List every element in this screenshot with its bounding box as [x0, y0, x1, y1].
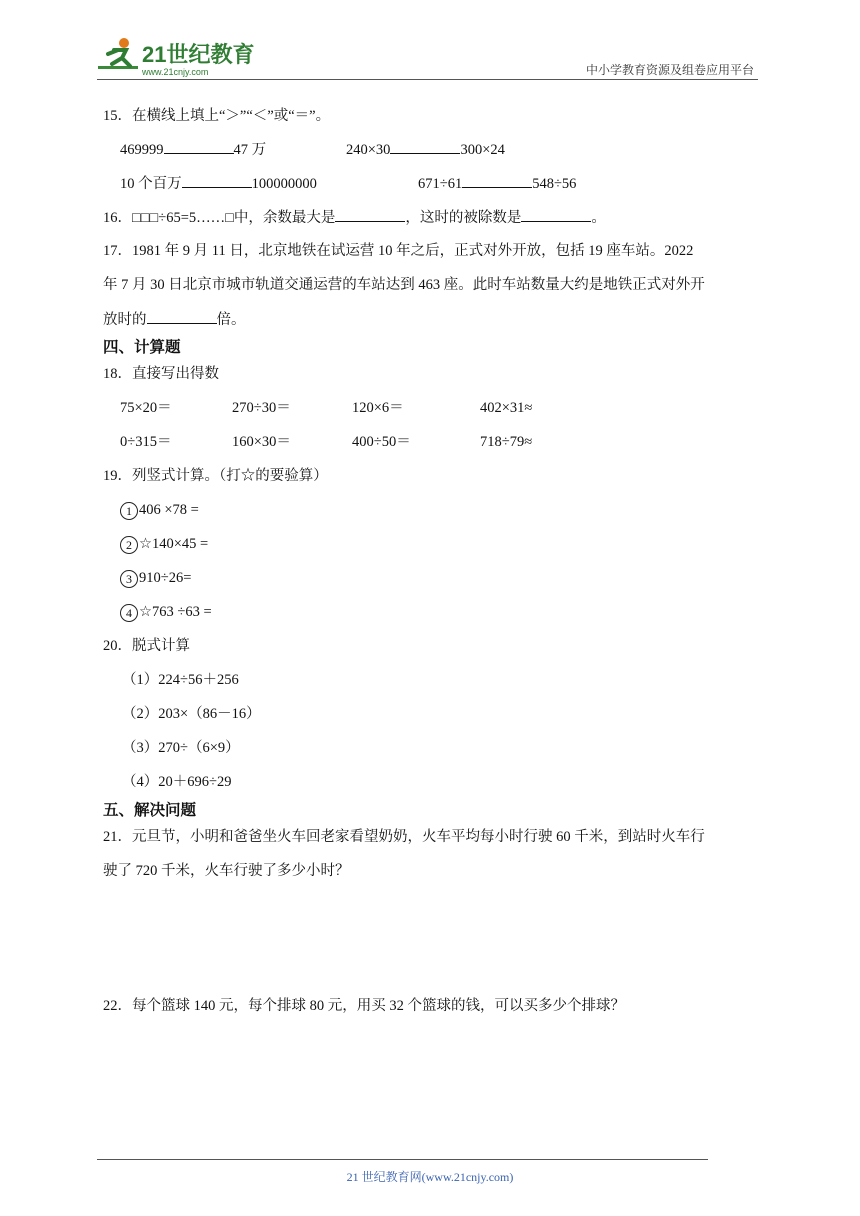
q15-c-right: 100000000 [251, 176, 317, 192]
answer-blank[interactable] [164, 139, 234, 154]
q19-expr: ☆140×45 = [139, 536, 209, 552]
runner-logo-icon [94, 36, 262, 78]
q15-a-left: 469999 [120, 142, 164, 158]
q18-r2c1: 0÷315＝ [120, 434, 172, 450]
q15-item-a [120, 139, 266, 160]
q15-a-right: 47 万 [233, 142, 267, 158]
footer-text: 21 世纪教育网(www.21cnjy.com) [346, 1170, 514, 1184]
q17-line1: 17．1981 年 9 月 11 日，北京地铁在试运营 10 年之后，正式对外开放，包括 19 座车站。2022 [103, 243, 694, 259]
q19-item [120, 534, 208, 554]
q21-line1: 21．元旦节，小明和爸爸坐火车回老家看望奶奶，火车平均每小时行驶 60 千米，到站时火车行 [103, 829, 705, 845]
circled-number: 4 [120, 604, 138, 622]
answer-blank[interactable] [521, 207, 591, 222]
answer-blank[interactable] [462, 173, 532, 188]
q18-r1c2: 270÷30＝ [232, 400, 291, 416]
q17-line3a: 放时的 [103, 312, 147, 328]
q18-stem: 18．直接写出得数 [103, 366, 219, 382]
q18-r1c1: 75×20＝ [120, 400, 172, 416]
q18-r2c4: 718÷79≈ [480, 434, 533, 450]
logo-url: www.21cnjy.com [142, 67, 209, 77]
q17-line3 [103, 309, 246, 330]
q19-expr: 910÷26= [139, 570, 192, 586]
answer-blank[interactable] [182, 173, 252, 188]
logo-title: 21世纪教育 [142, 42, 255, 67]
q15-c-left: 10 个百万 [120, 176, 182, 192]
q19-expr: 406 ×78 = [139, 502, 199, 518]
q16-part3: 。 [591, 210, 606, 226]
circled-number: 2 [120, 536, 138, 554]
q18-r2c2: 160×30＝ [232, 434, 291, 450]
answer-blank[interactable] [335, 207, 405, 222]
answer-blank[interactable] [147, 309, 217, 324]
q16 [103, 207, 606, 228]
q20-item: （4）20＋696÷29 [122, 774, 232, 790]
q16-part2: ，这时的被除数是 [405, 210, 522, 226]
q15-b-right: 300×24 [460, 142, 505, 158]
q15-b-left: 240×30 [346, 142, 391, 158]
q17-line2: 年 7 月 30 日北京市城市轨道交通运营的车站达到 463 座。此时车站数量大约是地铁正式对外开 [103, 277, 705, 293]
section-heading-calc: 四、计算题 [103, 338, 181, 356]
q15-d-left: 671÷61 [418, 176, 463, 192]
q18-r1c3: 120×6＝ [352, 400, 404, 416]
q19-item [120, 602, 212, 622]
q17-line3b: 倍。 [216, 312, 246, 328]
q20-item: （2）203×（86－16） [122, 706, 261, 722]
q20-item: （3）270÷（6×9） [122, 740, 240, 756]
site-logo [94, 36, 262, 78]
q19-stem: 19．列竖式计算。（打☆的要验算） [103, 468, 328, 484]
q15-item-c [120, 173, 317, 194]
circled-number: 1 [120, 502, 138, 520]
section-heading-word-problems: 五、解决问题 [103, 801, 197, 819]
q22-text: 22．每个篮球 140 元，每个排球 80 元，用买 32 个篮球的钱，可以买多少个排球？ [103, 998, 625, 1014]
q15-d-right: 548÷56 [532, 176, 577, 192]
q16-part1: 16．□□□÷65=5……□中，余数最大是 [103, 210, 336, 226]
q19-item [120, 500, 199, 520]
q15-stem: 15．在横线上填上“＞”“＜”或“＝”。 [103, 108, 331, 124]
q20-stem: 20．脱式计算 [103, 638, 190, 654]
q20-item: （1）224÷56＋256 [122, 672, 239, 688]
q19-item [120, 568, 191, 588]
header-divider [97, 79, 758, 80]
q15-item-d [418, 173, 576, 194]
q21-line2: 驶了 720 千米，火车行驶了多少小时？ [103, 863, 350, 879]
q15-item-b [346, 139, 505, 160]
q19-expr: ☆763 ÷63 = [139, 604, 212, 620]
answer-blank[interactable] [390, 139, 460, 154]
q18-r1c4: 402×31≈ [480, 400, 533, 416]
circled-number: 3 [120, 570, 138, 588]
footer-divider [97, 1159, 708, 1160]
q18-r2c3: 400÷50＝ [352, 434, 411, 450]
header-platform-text: 中小学教育资源及组卷应用平台 [585, 63, 754, 77]
